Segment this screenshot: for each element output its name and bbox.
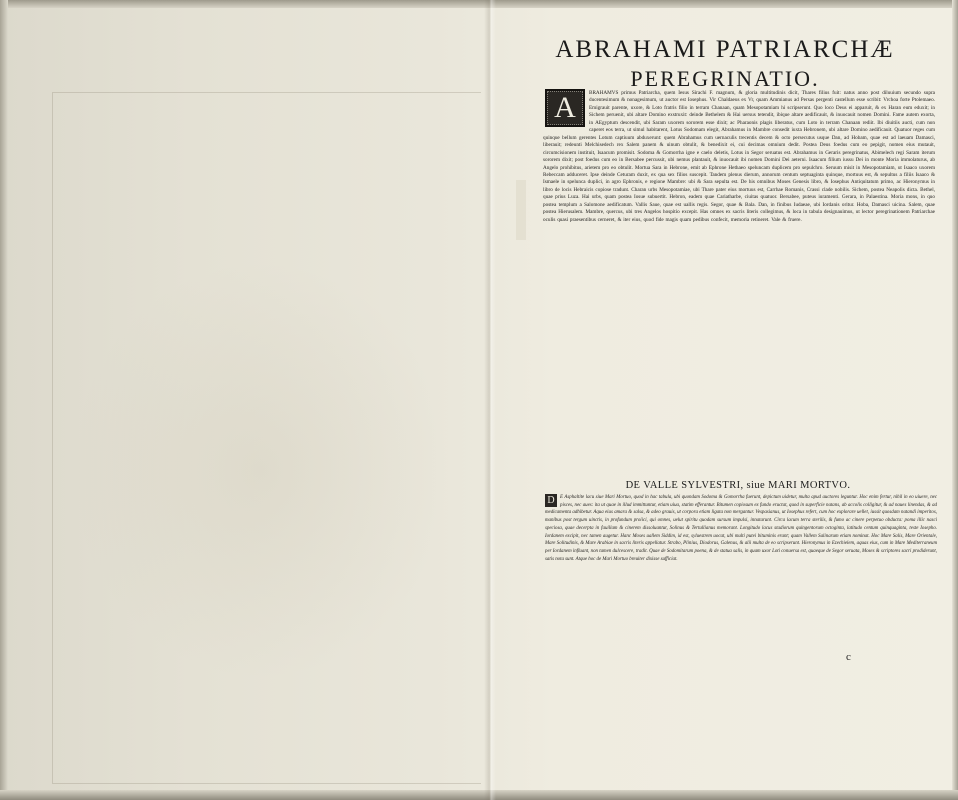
signature-mark: c bbox=[846, 651, 851, 663]
paper-edge-left bbox=[0, 0, 8, 800]
paper-edge-bottom bbox=[0, 790, 958, 800]
main-text: BRAHAMVS primus Patriarcha, quem Iesus Sirachi F. magnum, & gloria multitudinis dicit, Thares filius fuit: natus anno post diluuium secundo supra ducentesimum & nonagesimum, ut auctor est Iosephus. Vir Chaldaeus ex Vr, quam Ammianus ad Persas pergenti castellum esse scribit: Vrchoa forte Ptolemaeo. Emigrauit parente, uxore, & Loto fratris filio in terram Chanaan, quam Mesopotamiam hi scripserunt. Quo loco Deus ei apparuit, & ex Haran eum eduxit; in Sichem peruenit, ubi altare Domino exstruxit: deinde Bethelem & Hai uersus tetendit, ibique altare aedificauit, & inuocauit nomen Domini. Fame autem exorta, in AEgyptum descendit, ubi Saram uxorem sororem esse dixit; ac Pharaonis plagis liberatus, cum Loto in terram Chanaan rediit. Ibi diuitiis aucti, cum non caperet eos terra, ut simul habitarent, Lotus Sodomam elegit, Abrahamus in Mambre consedit iuxta Hebronem, ubi altare Domino aedificauit. Quatuor reges cum quinque bellum gerentes Lotum captiuum abduxerunt: quem Abrahamus cum uernaculis trecentis decem & octo persecutus usque Dan, ad Hobam, quae est ad laeuam Damasci, liberauit; redeunti Melchisedech rex Salem panem & uinum obtulit, & benedixit ei, cui decimas omnium dedit. Postea Deus foedus cum eo pepigit, nomen eius mutauit, circumcisionem instituit, Isaacum promisit. Sodoma & Gomorrha igne e caelo deletis, Lotus in Segor seruatus est. Abrahamus in Geraris peregrinatus, Abimelech regi Saram iterum sororem dixit; post foedus cum eo in Bersabee percussit, ubi nemus plantauit, & inuocauit ibi nomen Domini Dei aeterni. Isaacum filium iussu Dei in monte Moria immolaturus, ab Angelo prohibitus, arietem pro eo obtulit. Mortua Sara in Hebrone, emit ab Ephrone Hethaeo speluncam duplicem pro sepulchro. Seruum misit in Mesopotamiam, ut Isaaco uxorem Rebeccam adduceret. Ipse deinde Ceturam duxit, ex qua sex filios suscepit. Tandem plenus dierum, annorum centum septuaginta quinque, mortuus est, & sepultus a filiis Isaaco & Ismaele in spelunca duplici, in agro Ephronis, e regione Mambre: ubi & Sara sepulta est. De his omnibus Moses Genesis libro, & Iosephus Antiquitatum primo, ac Hieronymus in libro de locis Hebraicis copiose tradunt. Charan urbs Mesopotamiae, ubi Thare pater eius mortuus est, Carrhae Romanis, Crassi clade nobilis. Sichem, postea Neapolis dicta. Bethel, quae prius Luza. Hai urbs, quam postea Iosue subuertit. Hebron, eadem quae Cariatharbe, ciuitas quatuor. Bersabee, puteus iuramenti. Gerara, in Palaestina. Moria mons, in quo postea templum a Salomone aedificatum. Vallis Saue, quae est uallis regis. Segor, quae & Bala. Dan, in finibus Iudaeae, ubi Iordanis oritur. Hoba, Damasci uicina. Salem, quae postea Hierusalem. Mambre, quercus, ubi tres Angelos hospitio excepit. Has omnes ex sacris literis collegimus, & loca in tabula designauimus, ut lector peregrinationem Patriarchae oculis quasi praesentibus cerneret, & iter eius, quod fide magis quam pedibus confecit, memoria retineret. Vale & fruere. bbox=[543, 90, 935, 223]
center-fold bbox=[484, 0, 496, 800]
section-initial: D bbox=[545, 494, 557, 507]
section-heading: DE VALLE SYLVESTRI, siue MARI MORTVO. bbox=[625, 480, 851, 491]
section-text: E Asphaltite lacu siue Mari Mortuo, quod in hac tabula, ubi quondam Sodoma & Gomorrha fuerunt, depictum uidetur, multa apud auctores leguntur. Hoc enim fertur, nihil in eo uiuere, nec pisces, nec aues: ita ut quae in illud immittuntur, etiam uiua, statim efferantur. Bitumen copiosum ex fundo eructat, quod in superficie natans, ab accolis colligitur, & ad naues linendas, & ad medicamenta adhibetur. Aqua eius amara & salsa, & adeo grauis, ut corpora etiam ligata non mergantur. Vespasianus, ut Iosephus refert, cum hoc explorare uellet, iussit quosdam natandi imperitos, manibus post tergum uinctis, in profundum proiici, qui omnes, uelut spiritu quodam sursum impulsi, innatarunt. Circa lacum terra sterilis, & fumo ac cinere perpetuo obducta: poma illic nasci speciosa, quae decerpta in fauillam & cinerem dissoluantur, Solinus & Tertullianus memorant. Longitudo lacus stadiorum quingentorum octoginta, latitudo centum quinquaginta, teste Iosepho. Iordanem excipit, nec tamen augetur. Hanc Moses uallem Siddim, id est, syluestrem uocat, ubi multi putei bituminis erant; quam Vallem Salinarum etiam nominat. Hoc Mare Salis, Mare Orientale, Mare Solitudinis, & Mare Arabiae in sacris literis appellatur. Strabo, Plinius, Diodorus, Galenus, & alii multa de eo scripserunt. Hieronymus in Ezechielem, aquas eius, cum in Mare Mediterraneum per Iordanem influant, non tamen dulcescere, tradit. Quae de Sodomitarum poena, & de statua salis, in quam uxor Loti conuersa est, quaeque de Segor seruata, Moses & scriptores sacri prodiderunt, satis nota sunt. Atque hoc de Mari Mortuo breuiter dixisse sufficiat. bbox=[545, 495, 937, 562]
paper-edge-top bbox=[0, 0, 958, 8]
paper-edge-right bbox=[952, 0, 958, 800]
title-line-2: PEREGRINATIO. bbox=[630, 66, 820, 91]
main-text-block bbox=[543, 90, 935, 478]
title-line-1: ABRAHAMI PATRIARCHÆ bbox=[555, 36, 895, 63]
show-through-bleed bbox=[70, 260, 450, 680]
page-title bbox=[500, 36, 950, 92]
initial-ornament bbox=[547, 91, 583, 125]
initial-letter: A bbox=[554, 91, 576, 124]
paper-stain bbox=[516, 180, 526, 240]
decorated-initial bbox=[545, 89, 585, 127]
section-text-block bbox=[545, 494, 937, 664]
